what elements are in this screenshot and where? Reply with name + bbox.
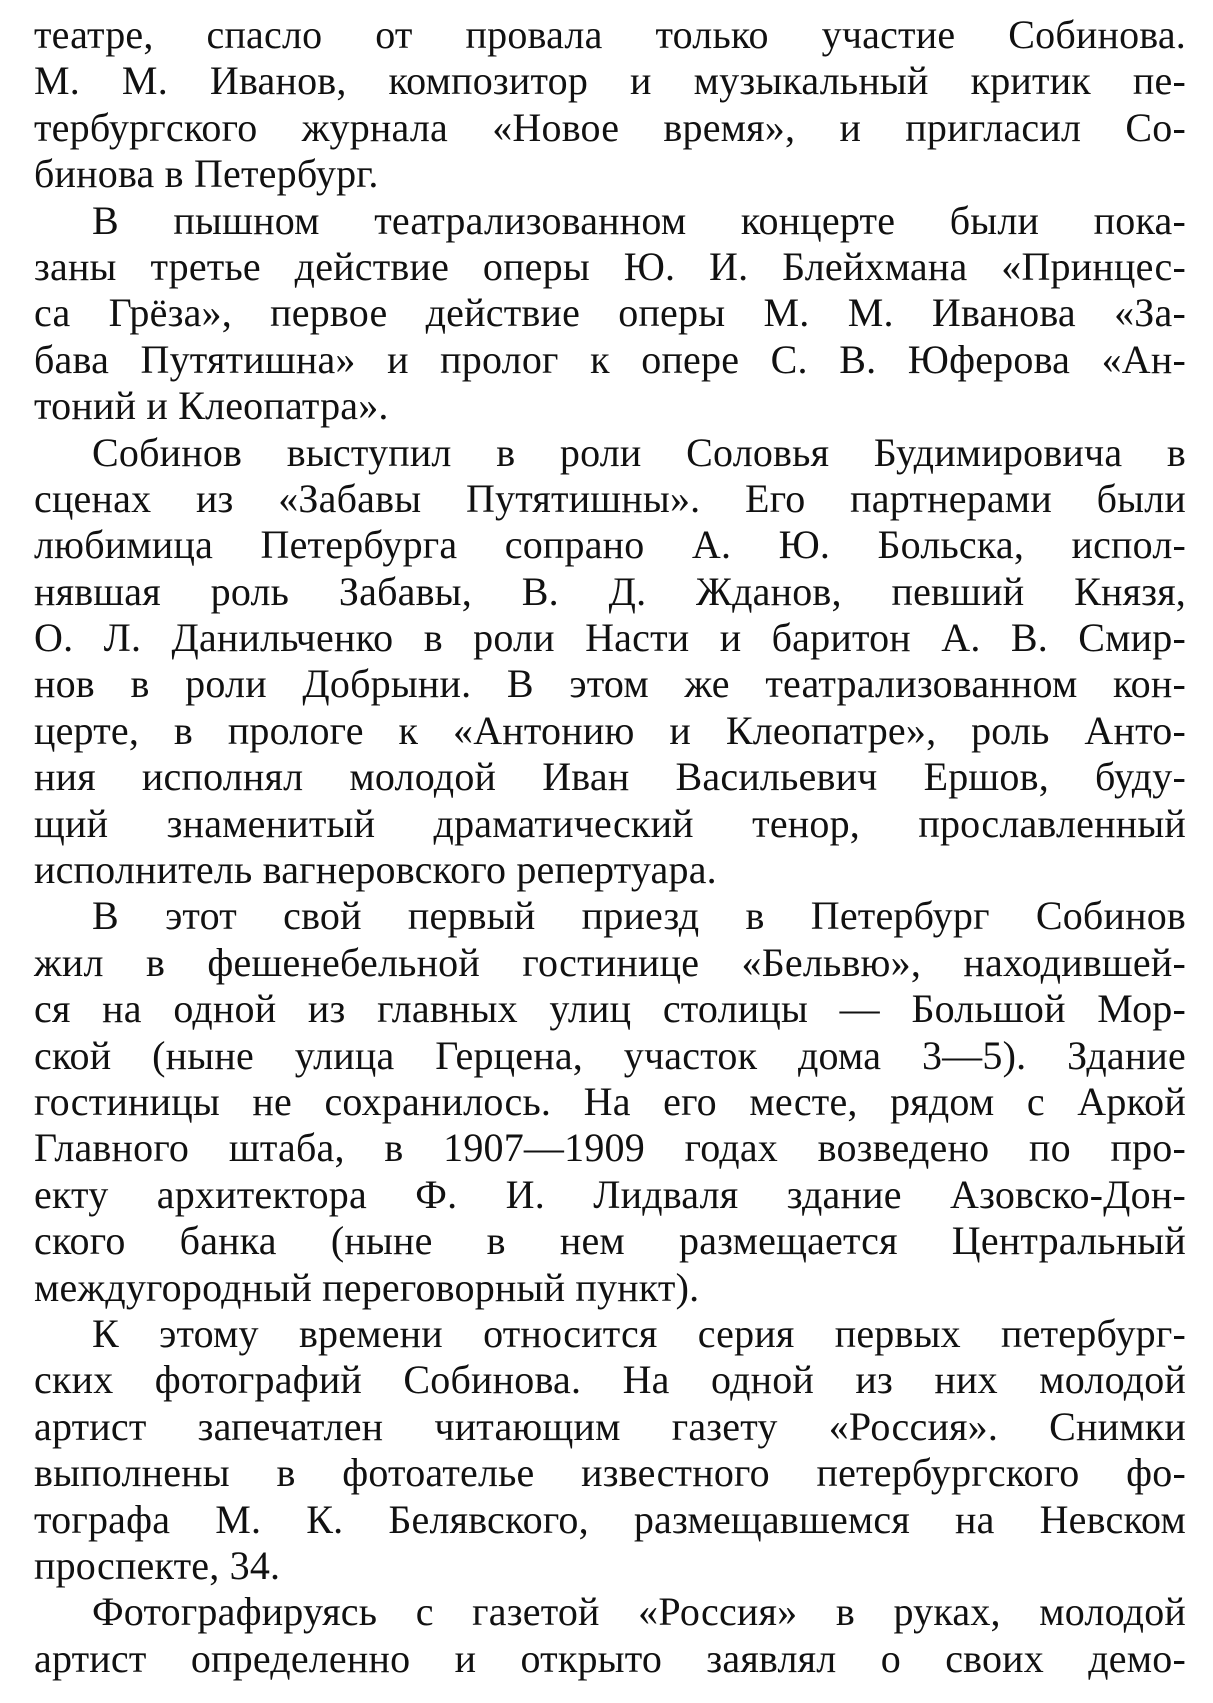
document-page <box>34 12 1186 1682</box>
text-line: ских фотографий Собинова. На одной из них молодой <box>34 1357 1186 1403</box>
text-line: театре, спасло от провала только участие Собинова. <box>34 12 1186 57</box>
text-line: тоний и Клеопатра». <box>34 383 389 429</box>
text-line: тербургского журнала «Новое время», и пригласил Со- <box>34 104 1186 150</box>
paragraph <box>34 198 1186 430</box>
text-line: В этот свой первый приезд в Петербург Собинов <box>92 893 1186 939</box>
paragraph <box>34 893 1186 1311</box>
text-line: сценах из «Забавы Путятишны». Его партнерами были <box>34 475 1186 521</box>
text-line: бава Путятишна» и пролог к опере С. В. Юферова «Ан- <box>34 336 1186 382</box>
text-line: проспекте, 34. <box>34 1542 281 1588</box>
text-line: Главного штаба, в 1907—1909 годах возведено по про- <box>34 1125 1186 1171</box>
text-line: междугородный переговорный пункт). <box>34 1264 700 1310</box>
text-line: любимица Петербурга сопрано А. Ю. Больска, испол- <box>34 522 1186 568</box>
text-line: К этому времени относится серия первых петербург- <box>92 1310 1186 1356</box>
text-line: ского банка (ныне в нем размещается Центральный <box>34 1218 1186 1264</box>
paragraph <box>34 1311 1186 1589</box>
text-line: М. М. Иванов, композитор и музыкальный критик пе- <box>34 58 1186 104</box>
text-line: ся на одной из главных улиц столицы — Большой Мор- <box>34 986 1186 1032</box>
text-line: ния исполнял молодой Иван Васильевич Ершов, буду- <box>34 754 1186 800</box>
paragraph <box>34 430 1186 894</box>
text-line: заны третье действие оперы Ю. И. Блейхмана «Принцес- <box>34 243 1186 289</box>
text-line: щий знаменитый драматический тенор, прославленный <box>34 800 1186 846</box>
text-line: гостиницы не сохранилось. На его месте, рядом с Аркой <box>34 1078 1186 1124</box>
text-line: бинова в Петербург. <box>34 151 379 197</box>
text-line: Фотографируясь с газетой «Россия» в руках, молодой <box>92 1589 1186 1635</box>
text-line: исполнитель вагнеровского репертуара. <box>34 847 717 893</box>
text-line: нявшая роль Забавы, В. Д. Жданов, певший Князя, <box>34 568 1186 614</box>
text-line: са Грёза», первое действие оперы М. М. Иванова «За- <box>34 290 1186 336</box>
text-line: екту архитектора Ф. И. Лидваля здание Азовско-Дон- <box>34 1171 1186 1217</box>
text-line: артист запечатлен читающим газету «Россия». Снимки <box>34 1403 1186 1449</box>
paragraph <box>34 12 1186 198</box>
text-line: тографа М. К. Белявского, размещавшемся на Невском <box>34 1496 1186 1542</box>
text-line: церте, в прологе к «Антонию и Клеопатре», роль Анто- <box>34 707 1186 753</box>
text-line: Собинов выступил в роли Соловья Будимировича в <box>92 429 1186 475</box>
text-line: О. Л. Данильченко в роли Насти и баритон А. В. Смир- <box>34 615 1186 661</box>
text-line: выполнены в фотоателье известного петербургского фо- <box>34 1450 1186 1496</box>
text-line: нов в роли Добрыни. В этом же театрализованном кон- <box>34 661 1186 707</box>
paragraph <box>34 1589 1186 1682</box>
text-line: В пышном театрализованном концерте были пока- <box>92 197 1186 243</box>
text-line: жил в фешенебельной гостинице «Бельвю», находившей- <box>34 939 1186 985</box>
text-line: артист определенно и открыто заявлял о своих демо- <box>34 1635 1186 1681</box>
text-line: ской (ныне улица Герцена, участок дома 3—5). Здание <box>34 1032 1186 1078</box>
